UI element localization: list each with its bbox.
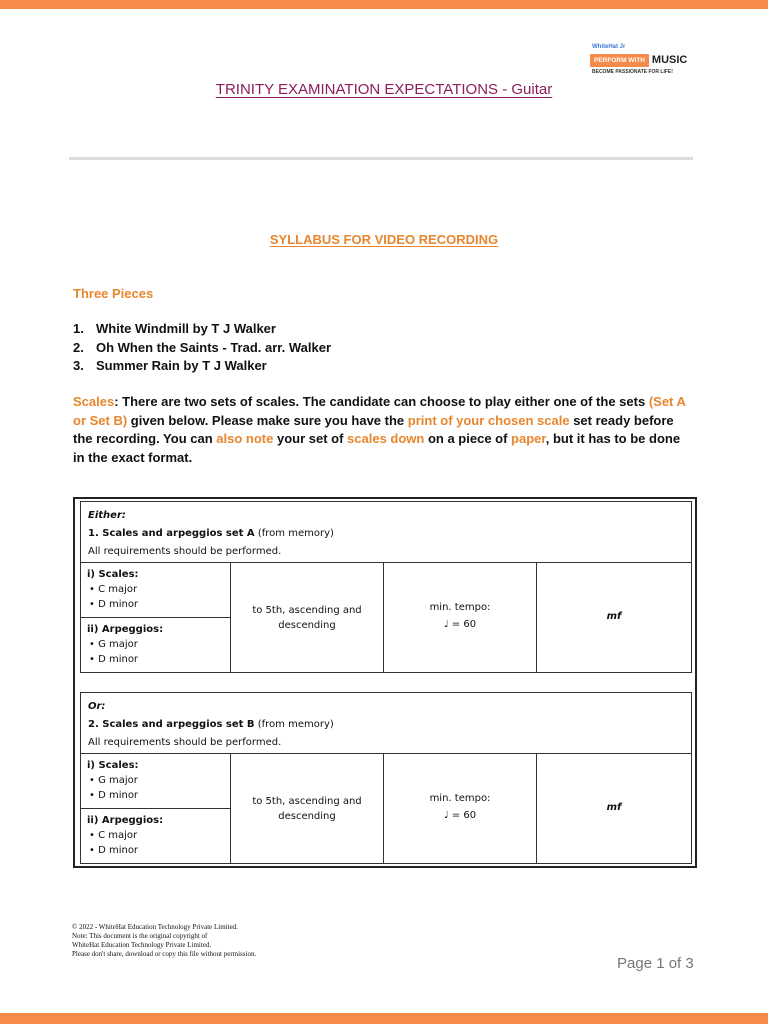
scales-panel xyxy=(73,497,697,868)
set-title-rest: (from memory) xyxy=(254,719,334,730)
list-item: • G major xyxy=(89,639,138,650)
dynamic-marking: mf xyxy=(606,802,622,813)
tempo-label: min. tempo: xyxy=(429,792,491,804)
syllabus-heading: SYLLABUS FOR VIDEO RECORDING xyxy=(269,232,499,247)
tempo-value: ♩ = 60 xyxy=(443,809,477,821)
list-number: 1. xyxy=(73,321,84,336)
list-item: • D minor xyxy=(89,654,139,665)
list-item xyxy=(73,339,331,358)
highlight-text: also note xyxy=(216,431,274,447)
set-row xyxy=(80,563,692,673)
set-title-rest: (from memory) xyxy=(254,528,334,539)
range-line: to 5th, ascending and xyxy=(252,795,362,807)
dynamic-cell xyxy=(537,754,691,863)
piece-title: Oh When the Saints - Trad. arr. Walker xyxy=(96,339,332,355)
dynamic-marking: mf xyxy=(606,611,622,622)
list-item: • C major xyxy=(89,830,138,841)
range-line: descending xyxy=(278,619,336,631)
highlight-text: (Set A or Set B) xyxy=(73,394,686,428)
scales-arpeggios-cell xyxy=(81,754,231,863)
range-line: to 5th, ascending and xyxy=(252,604,362,616)
set-label: Or: xyxy=(88,701,106,712)
scales-set-b xyxy=(80,692,692,864)
paragraph-text: set ready before the recording. You can xyxy=(73,412,674,447)
logo-tagline: BECOME PASSIONATE FOR LIFE! xyxy=(592,69,673,75)
scales-arpeggios-cell xyxy=(81,563,231,672)
paragraph-text: your set of xyxy=(273,431,348,447)
pieces-list xyxy=(73,320,331,376)
range-line: descending xyxy=(278,810,336,822)
scales-heading: i) Scales: xyxy=(87,760,139,771)
scales-block xyxy=(81,754,230,808)
set-requirement: All requirements should be performed. xyxy=(88,737,282,748)
highlight-text: print of your chosen scale xyxy=(407,412,570,428)
set-title xyxy=(88,525,684,543)
logo-badge: PERFORM WITH xyxy=(590,54,649,67)
copyright-line: © 2022 - WhiteHat Education Technology Private Limited. xyxy=(72,923,238,931)
highlight-text: paper xyxy=(511,431,546,447)
tempo-cell xyxy=(384,754,537,863)
range-cell xyxy=(231,754,384,863)
paragraph-text: given below. Please make sure you have the xyxy=(127,412,408,428)
set-row xyxy=(80,754,692,864)
pieces-heading: Three Pieces xyxy=(73,286,154,301)
logo-main xyxy=(590,53,687,67)
copyright-line: WhiteHat Education Technology Private Limited. xyxy=(72,941,212,949)
document-title: TRINITY EXAMINATION EXPECTATIONS - Guitar xyxy=(215,81,553,98)
tempo-cell xyxy=(384,563,537,672)
arpeggios-block xyxy=(81,617,230,672)
list-item xyxy=(73,320,331,339)
list-item: • D minor xyxy=(89,790,139,801)
piece-title: White Windmill by T J Walker xyxy=(96,321,276,336)
tempo-label: min. tempo: xyxy=(429,601,491,613)
bottom-accent-bar xyxy=(0,1013,768,1024)
logo-small-text: WhiteHat Jr xyxy=(592,44,626,50)
set-title-bold: 1. Scales and arpeggios set A xyxy=(88,528,255,539)
arpeggios-heading: ii) Arpeggios: xyxy=(87,815,164,826)
scales-heading: i) Scales: xyxy=(87,569,139,580)
list-item: • D minor xyxy=(89,845,139,856)
scales-paragraph xyxy=(73,393,695,468)
page-number: Page 1 of 3 xyxy=(617,955,694,972)
piece-title: Summer Rain by T J Walker xyxy=(96,358,267,373)
list-item xyxy=(73,357,331,376)
range-cell xyxy=(231,563,384,672)
set-requirement: All requirements should be performed. xyxy=(88,546,282,557)
list-item: • C major xyxy=(89,584,138,595)
highlight-text: Scales xyxy=(73,394,115,409)
set-title xyxy=(88,716,684,734)
set-header xyxy=(80,501,692,563)
logo-music-text: MUSIC xyxy=(651,54,688,66)
set-title-bold: 2. Scales and arpeggios set B xyxy=(88,719,255,730)
copyright-line: Note: This document is the original copyright of xyxy=(72,932,208,940)
header-divider xyxy=(69,157,693,160)
list-item: • G major xyxy=(89,775,138,786)
paragraph-text: : There are two sets of scales. The candidate can choose to play either one of the sets xyxy=(114,394,649,409)
tempo-value: ♩ = 60 xyxy=(443,618,477,630)
list-number: 2. xyxy=(73,339,84,355)
list-item: • D minor xyxy=(89,599,139,610)
highlight-text: scales down xyxy=(347,431,425,447)
copyright-line: Please don't share, download or copy this file without permission. xyxy=(72,950,257,958)
set-label: Either: xyxy=(88,510,126,521)
list-number: 3. xyxy=(73,358,84,373)
scales-set-a xyxy=(80,501,692,673)
top-accent-bar xyxy=(0,0,768,9)
paragraph-text: on a piece of xyxy=(424,431,512,447)
copyright-note xyxy=(72,923,256,959)
arpeggios-block xyxy=(81,808,230,863)
dynamic-cell xyxy=(537,563,691,672)
arpeggios-heading: ii) Arpeggios: xyxy=(87,624,164,635)
set-header xyxy=(80,692,692,754)
scales-block xyxy=(81,563,230,617)
paragraph-text: , but it has to be done in the exact format. xyxy=(73,431,681,466)
brand-logo xyxy=(590,44,694,78)
